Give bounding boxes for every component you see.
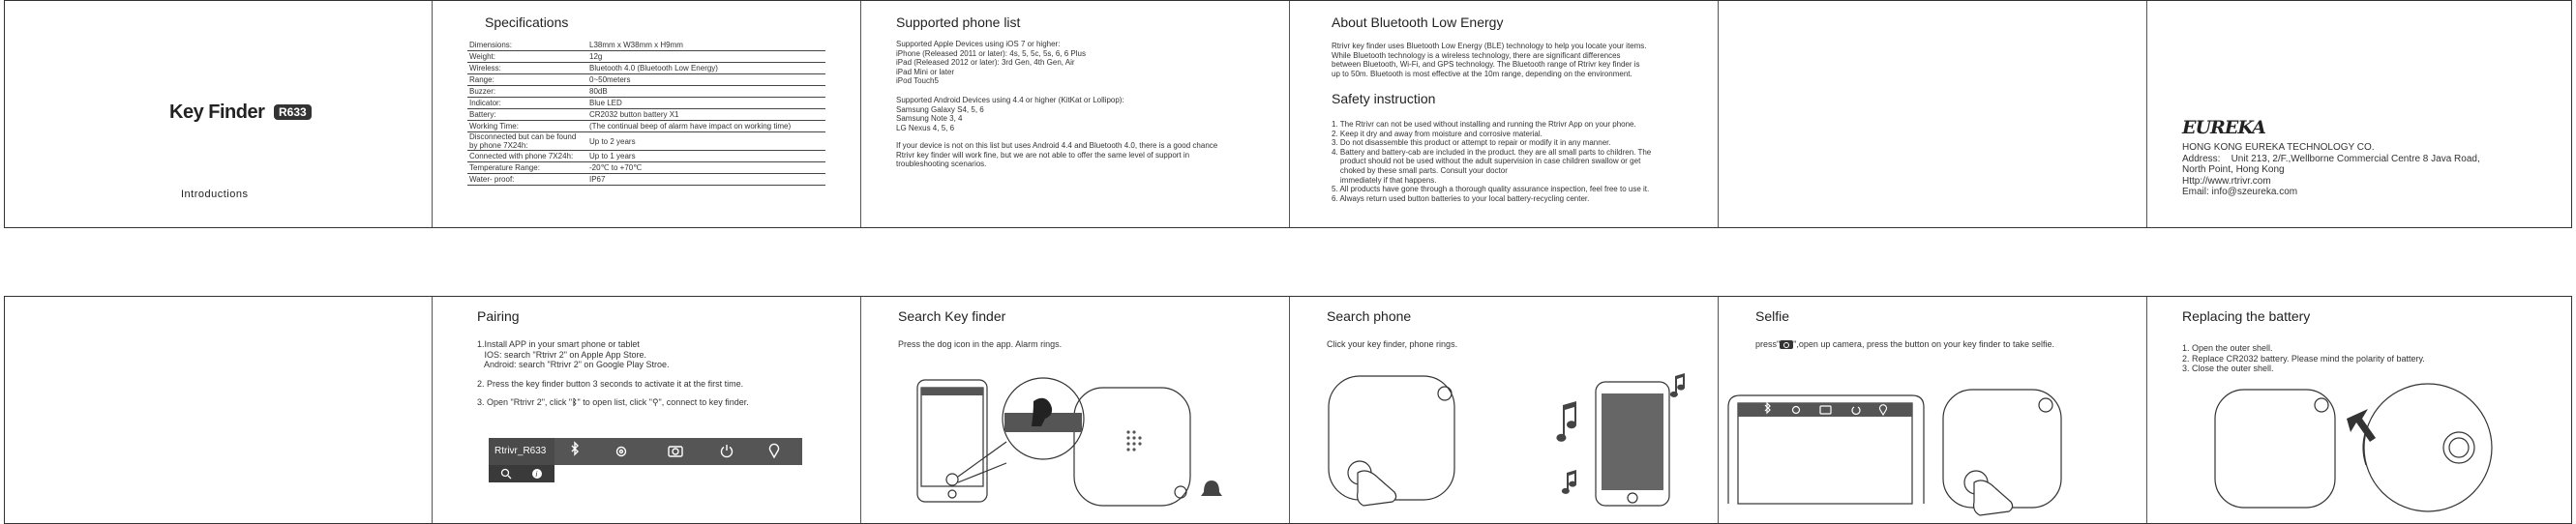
safety-item: 4. Battery and battery-cab are included in the product. they are all small parts to children. The <box>1332 147 1652 157</box>
app-toolbar <box>489 438 802 465</box>
selfie-heading: Selfie <box>1755 308 1790 324</box>
subbar-icons <box>489 465 554 482</box>
phone-screen <box>1738 403 1912 504</box>
eureka-logo: EUREKA <box>2182 117 2265 138</box>
search-phone-text: Click your key finder, phone rings. <box>1327 339 1458 349</box>
toolbar-bluetooth-icon <box>572 443 578 454</box>
pairing-step-2: 2. Press the key finder button 3 seconds to activate it at the first time. <box>477 378 744 389</box>
company-address-line1: Address: Unit 213, 2/F.,Wellborne Commercial Centre 8 Java Road, <box>2182 153 2480 164</box>
speaker-grille <box>1126 430 1141 451</box>
search-key-illustration <box>861 376 1290 521</box>
search-key-text: Press the dog icon in the app. Alarm rings. <box>898 339 1063 349</box>
spec-key: Weight: <box>467 51 587 63</box>
spec-key: Temperature Range: <box>467 162 587 174</box>
android-device-line: Supported Android Devices using 4.4 or higher (KitKat or Lollipop): <box>896 96 1124 104</box>
android-device-line: Samsung Note 3, 4 <box>896 114 963 124</box>
spec-key: Wireless: <box>467 63 587 74</box>
note-line: If your device is not on this list but uses Android 4.4 and Bluetooth 4.0, there is a good chance <box>896 141 1218 150</box>
about-line: Rtrivr key finder uses Bluetooth Low Energy (BLE) technology to help you locate your items. <box>1332 42 1647 50</box>
camera-icon <box>1780 340 1793 349</box>
apple-device-line: iPod Touch5 <box>896 76 939 86</box>
apple-device-line: iPad (Released 2012 or later): 3rd Gen, 4th Gen, Air <box>896 58 1075 68</box>
finger-press <box>1974 480 2013 515</box>
toolbar-power-icon <box>722 445 733 457</box>
about-text <box>1332 42 1647 78</box>
app-subbar <box>489 465 554 482</box>
about-line: While Bluetooth technology is a wireless technology, there are significant differences <box>1332 50 1621 60</box>
specifications-heading: Specifications <box>485 15 569 30</box>
toolbar-icons <box>489 438 802 465</box>
spec-value: Bluetooth 4.0 (Bluetooth Low Energy) <box>587 63 825 74</box>
key-finder-device <box>1943 390 2061 508</box>
spec-value: Blue LED <box>587 98 825 109</box>
inner-housing <box>2364 384 2492 511</box>
about-panel <box>1290 1 1719 227</box>
pairing-step-1: 1.Install APP in your smart phone or tablet <box>477 339 640 349</box>
spec-row <box>467 132 825 151</box>
spec-key: Buzzer: <box>467 86 587 98</box>
battery-illustration <box>2147 376 2573 521</box>
spec-row <box>467 63 825 74</box>
safety-item: product should not be used without the adult supervision in case children swallow or get <box>1332 157 1641 166</box>
spec-key: Water- proof: <box>467 174 587 186</box>
spec-value: CR2032 button battery X1 <box>587 109 825 121</box>
safety-item: 6. Always return used button batteries to your local battery-recycling center. <box>1332 193 1590 203</box>
battery-steps <box>2182 343 2425 374</box>
outer-shell <box>2215 390 2335 508</box>
note-line: Rtrivr key finder will work fine, but we are not able to offer the same level of support in <box>896 150 1190 160</box>
app-device-name: Rtrivr_R633 <box>494 446 547 456</box>
toolbar-location-icon <box>770 444 779 457</box>
key-finder-device <box>1074 388 1190 506</box>
phone-outline <box>917 380 987 502</box>
blank-panel <box>1719 1 2147 227</box>
key-finder-led <box>2039 398 2052 412</box>
spec-value: -20℃ to +70℃ <box>587 162 825 174</box>
safety-item: 5. All products have gone through a thorough quality assurance inspection, feel free to use it. <box>1332 185 1650 194</box>
safety-item: 2. Keep it dry and away from moisture and corrosive material. <box>1332 129 1543 138</box>
apple-device-line: iPad Mini or later <box>896 67 955 76</box>
key-finder-led <box>1438 387 1452 400</box>
spec-row <box>467 74 825 86</box>
spec-row <box>467 40 825 51</box>
safety-list <box>1332 120 1651 203</box>
phone-screen <box>1602 393 1663 490</box>
shell-led <box>2315 398 2328 412</box>
about-heading: About Bluetooth Low Energy <box>1332 15 1504 30</box>
product-title: Key Finder <box>169 102 265 123</box>
search-phone-heading: Search phone <box>1327 308 1412 324</box>
phone-home-button <box>1628 493 1637 503</box>
selfie-text <box>1755 339 2054 349</box>
company-name: HONG KONG EUREKA TECHNOLOGY CO. <box>2182 142 2375 153</box>
about-line: between Bluetooth, Wi-Fi, and GPS technology. The Bluetooth range of Rtrivr key finder is <box>1332 60 1640 70</box>
spec-row <box>467 121 825 132</box>
spec-row <box>467 51 825 63</box>
open-arrow-icon <box>2347 409 2376 442</box>
phone-screen <box>921 388 983 486</box>
spec-value: Up to 1 years <box>587 151 825 162</box>
phone-list-heading: Supported phone list <box>896 15 1021 30</box>
spec-value: L38mm x W38mm x H9mm <box>587 40 825 51</box>
safety-item: 1. The Rtrivr can not be used without installing and running the Rtrivr App on your phone. <box>1332 120 1636 129</box>
specifications-table <box>467 40 825 186</box>
cover-subtitle: Introductions <box>181 189 249 200</box>
svg-text:i: i <box>535 470 538 479</box>
search-key-heading: Search Key finder <box>898 308 1006 324</box>
bluetooth-icon: ᛒ <box>572 397 578 407</box>
key-finder-button <box>1175 486 1186 498</box>
cover-panel <box>5 1 433 227</box>
battery-step: 1. Open the outer shell. <box>2182 343 2273 353</box>
note-line: troubleshooting scenarios. <box>896 160 987 169</box>
pairing-step-3-a: 3. Open "Rtrivr 2", click " <box>477 397 573 407</box>
spec-row <box>467 109 825 121</box>
company-panel <box>2147 1 2573 227</box>
spec-key: Range: <box>467 74 587 86</box>
company-website: Http://www.rtrivr.com <box>2182 175 2271 187</box>
pairing-panel <box>433 297 861 523</box>
battery-step: 3. Close the outer shell. <box>2182 364 2274 373</box>
finger-press <box>1358 471 1396 506</box>
company-email: Email: info@szeureka.com <box>2182 187 2298 197</box>
spec-row <box>467 162 825 174</box>
pairing-heading: Pairing <box>477 308 520 324</box>
apple-device-line: iPhone (Released 2011 or later): 4s, 5, 5c, 5s, 6, 6 Plus <box>896 48 1086 58</box>
about-line: up to 50m. Bluetooth is most effective at the 10m range, depending on the environment. <box>1332 69 1632 78</box>
safety-item: 3. Do not disassemble this product or attempt to repair or modify it in any manner. <box>1332 138 1611 148</box>
spec-key: Battery: <box>467 109 587 121</box>
selfie-panel <box>1719 297 2147 523</box>
spec-key: Working Time: <box>467 121 587 132</box>
battery-panel <box>2147 297 2573 523</box>
selfie-text-a: press" <box>1755 339 1781 349</box>
android-device-line: Samsung Galaxy S4, 5, 6 <box>896 104 984 114</box>
pairing-step-3-b: " to open list, click " <box>577 397 652 407</box>
safety-item: immediately if that happens. <box>1332 175 1437 185</box>
inside-sheet <box>4 296 2572 524</box>
apple-device-line: Supported Apple Devices using iOS 7 or higher: <box>896 40 1061 48</box>
phone-list-panel <box>861 1 1290 227</box>
cr2032-battery <box>2443 432 2474 463</box>
battery-step: 2. Replace CR2032 battery. Please mind the polarity of battery. <box>2182 353 2425 364</box>
spec-value: Up to 2 years <box>587 132 825 151</box>
apple-devices <box>896 40 1086 86</box>
safety-heading: Safety instruction <box>1332 91 1436 106</box>
spec-row <box>467 151 825 162</box>
pairing-step-3 <box>477 397 749 408</box>
subbar-info-icon <box>532 469 542 479</box>
spec-key: Disconnected but can be found by phone 7X24h: <box>467 132 587 151</box>
spec-value: 12g <box>587 51 825 63</box>
selfie-illustration <box>1719 376 2147 521</box>
pairing-steps <box>477 339 749 408</box>
search-phone-illustration <box>1290 366 1719 511</box>
pairing-step-3-c: ", connect to key finder. <box>658 397 749 407</box>
spec-row <box>467 174 825 186</box>
specifications-panel <box>433 1 861 227</box>
toolbar-settings-icon <box>617 448 626 456</box>
company-info <box>2182 142 2480 198</box>
android-devices <box>896 96 1124 132</box>
pairing-step-1-android: Android: search "Rtrivr 2" on Google Play Stroe. <box>477 360 670 369</box>
toolbar-camera-icon <box>669 447 682 456</box>
key-finder-device <box>1329 376 1454 500</box>
spec-key: Indicator: <box>467 98 587 109</box>
compatibility-note <box>896 141 1217 169</box>
search-key-panel <box>861 297 1290 523</box>
empty-panel <box>5 297 433 523</box>
selfie-text-b: ",open up camera, press the button on your key finder to take selfie. <box>1793 339 2055 349</box>
safety-item: choked by these small parts. Consult your doctor <box>1332 165 1508 175</box>
spec-value: (The continual beep of alarm have impact on working time) <box>587 121 825 132</box>
company-address-line2: North Point, Hong Kong <box>2182 164 2285 175</box>
search-icon: ⚲ <box>651 397 659 407</box>
dog-icon-highlight <box>946 474 958 485</box>
model-badge: R633 <box>274 104 312 120</box>
alarm-bell-icon <box>1201 480 1222 496</box>
subbar-search-icon <box>502 470 512 480</box>
spec-value: IP67 <box>587 174 825 186</box>
spec-key: Connected with phone 7X24h: <box>467 151 587 162</box>
search-phone-panel <box>1290 297 1719 523</box>
spec-row <box>467 98 825 109</box>
android-device-line: LG Nexus 4, 5, 6 <box>896 123 955 132</box>
spec-value: 80dB <box>587 86 825 98</box>
spec-row <box>467 86 825 98</box>
phone-home-button <box>948 490 956 498</box>
pairing-step-1-ios: IOS: search "Rtrivr 2" on Apple App Store. <box>477 349 646 360</box>
spec-key: Dimensions: <box>467 40 587 51</box>
spec-value: 0~50meters <box>587 74 825 86</box>
battery-heading: Replacing the battery <box>2182 308 2311 324</box>
outside-sheet <box>4 0 2572 228</box>
